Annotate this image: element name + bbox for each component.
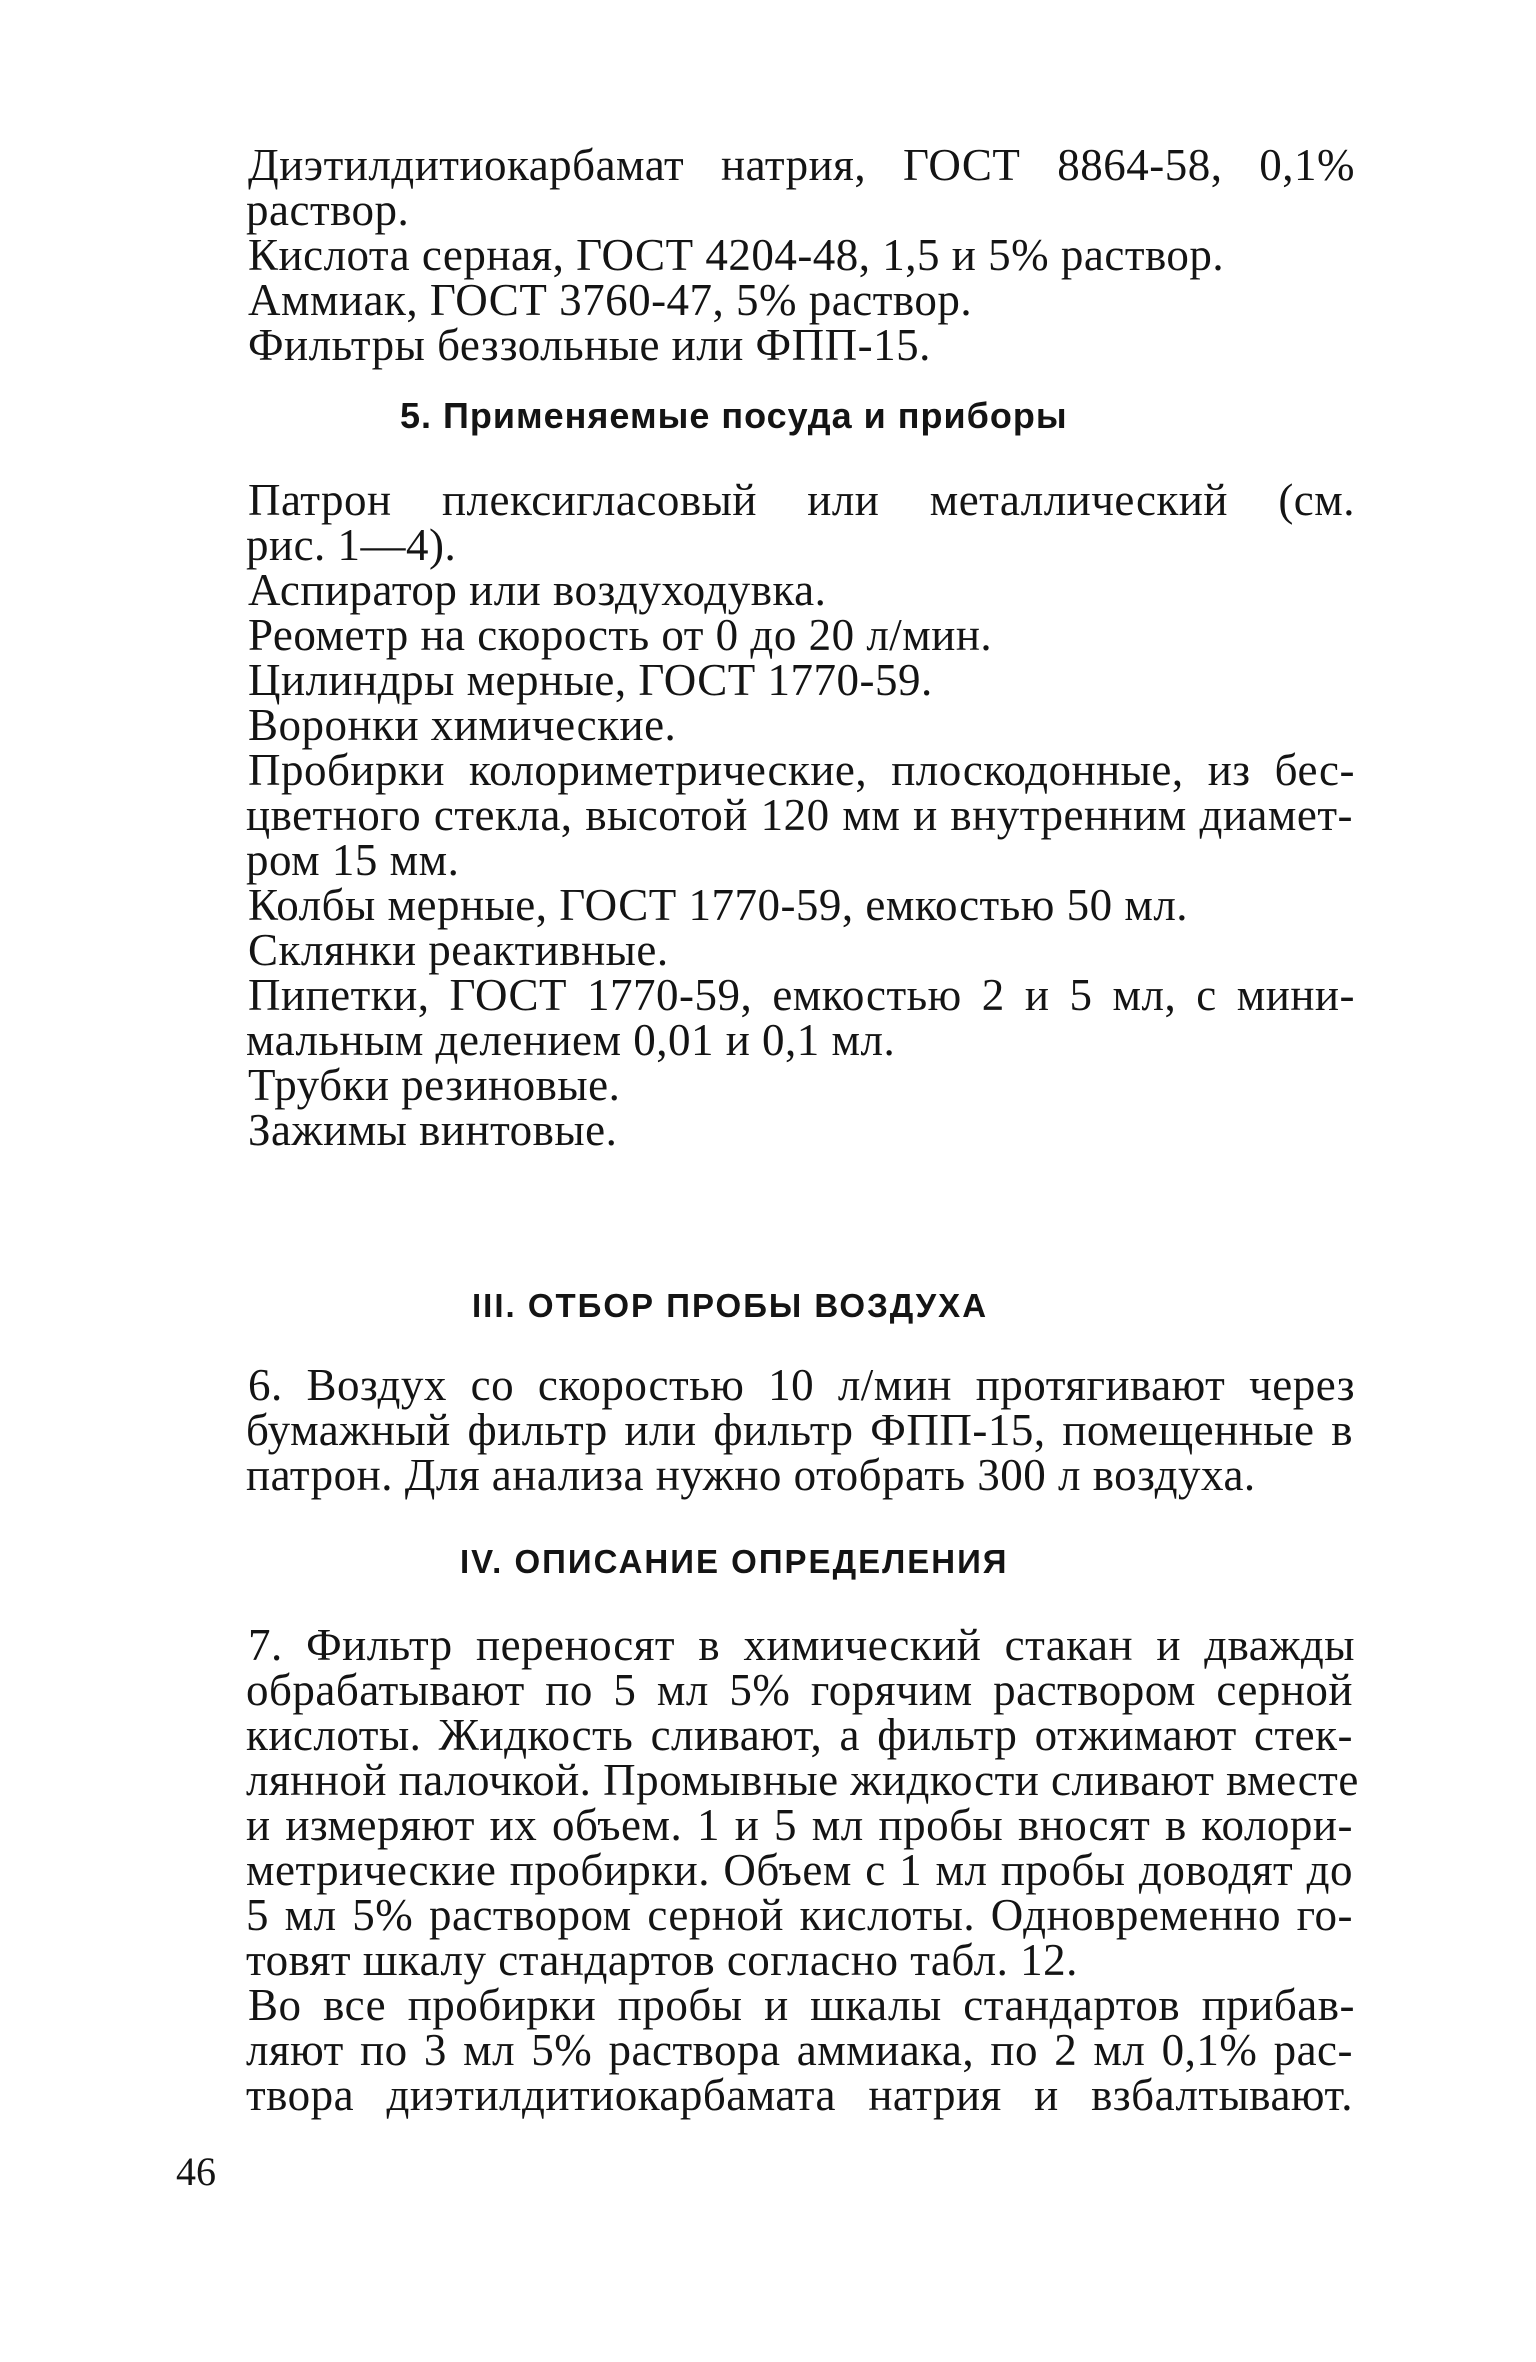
- equipment-line: ром 15 мм.: [246, 835, 460, 885]
- section-heading-air-sampling: III. ОТБОР ПРОБЫ ВОЗДУХА: [472, 1287, 989, 1324]
- determination-line: лянной палочкой. Промывные жидкости сливают вместе: [246, 1755, 1359, 1805]
- reagent-line: раствор.: [246, 185, 410, 235]
- equipment-line: цветного стекла, высотой 120 мм и внутренним диамет-: [246, 790, 1353, 840]
- equipment-line: Склянки реактивные.: [248, 925, 669, 975]
- equipment-line: Колбы мерные, ГОСТ 1770-59, емкостью 50 мл.: [248, 880, 1189, 930]
- equipment-line: Пробирки колориметрические, плоскодонные, из бес-: [248, 745, 1355, 795]
- page-number: 46: [176, 2149, 216, 2194]
- sampling-line: бумажный фильтр или фильтр ФПП-15, помещенные в: [246, 1405, 1353, 1455]
- determination-line: Во все пробирки пробы и шкалы стандартов прибав-: [248, 1980, 1355, 2030]
- reagent-line: Аммиак, ГОСТ 3760-47, 5% раствор.: [248, 275, 973, 325]
- equipment-line: мальным делением 0,01 и 0,1 мл.: [246, 1015, 896, 1065]
- equipment-line: Трубки резиновые.: [248, 1060, 621, 1110]
- determination-line: и измеряют их объем. 1 и 5 мл пробы вносят в колори-: [246, 1800, 1353, 1850]
- determination-line: твора диэтилдитиокарбамата натрия и взбалтывают.: [246, 2070, 1353, 2120]
- equipment-line: Аспиратор или воздуходувка.: [248, 565, 827, 615]
- sampling-line: 6. Воздух со скоростью 10 л/мин протягивают через: [248, 1360, 1355, 1410]
- equipment-line: Зажимы винтовые.: [248, 1105, 618, 1155]
- sampling-line: патрон. Для анализа нужно отобрать 300 л воздуха.: [246, 1450, 1256, 1500]
- determination-line: 5 мл 5% раствором серной кислоты. Одновременно го-: [246, 1890, 1353, 1940]
- determination-line: 7. Фильтр переносят в химический стакан и дважды: [248, 1620, 1355, 1670]
- determination-line: ляют по 3 мл 5% раствора аммиака, по 2 мл 0,1% рас-: [246, 2025, 1353, 2075]
- equipment-line: Реометр на скорость от 0 до 20 л/мин.: [248, 610, 993, 660]
- equipment-line: рис. 1—4).: [246, 520, 457, 570]
- equipment-line: Патрон плексигласовый или металлический (см.: [248, 475, 1355, 525]
- determination-line: обрабатывают по 5 мл 5% горячим раствором серной: [246, 1665, 1353, 1715]
- section-heading-equipment: 5. Применяемые посуда и приборы: [400, 395, 1068, 436]
- equipment-line: Пипетки, ГОСТ 1770-59, емкостью 2 и 5 мл, с мини-: [248, 970, 1355, 1020]
- determination-line: кислоты. Жидкость сливают, а фильтр отжимают стек-: [246, 1710, 1353, 1760]
- equipment-line: Воронки химические.: [248, 700, 677, 750]
- equipment-line: Цилиндры мерные, ГОСТ 1770-59.: [248, 655, 933, 705]
- determination-line: товят шкалу стандартов согласно табл. 12.: [246, 1935, 1078, 1985]
- section-heading-determination: IV. ОПИСАНИЕ ОПРЕДЕЛЕНИЯ: [460, 1543, 1009, 1580]
- determination-line: метрические пробирки. Объем с 1 мл пробы доводят до: [246, 1845, 1353, 1895]
- reagent-line: Кислота серная, ГОСТ 4204-48, 1,5 и 5% раствор.: [248, 230, 1225, 280]
- reagent-line: Фильтры беззольные или ФПП-15.: [248, 320, 931, 370]
- reagent-line: Диэтилдитиокарбамат натрия, ГОСТ 8864-58, 0,1%: [248, 140, 1355, 190]
